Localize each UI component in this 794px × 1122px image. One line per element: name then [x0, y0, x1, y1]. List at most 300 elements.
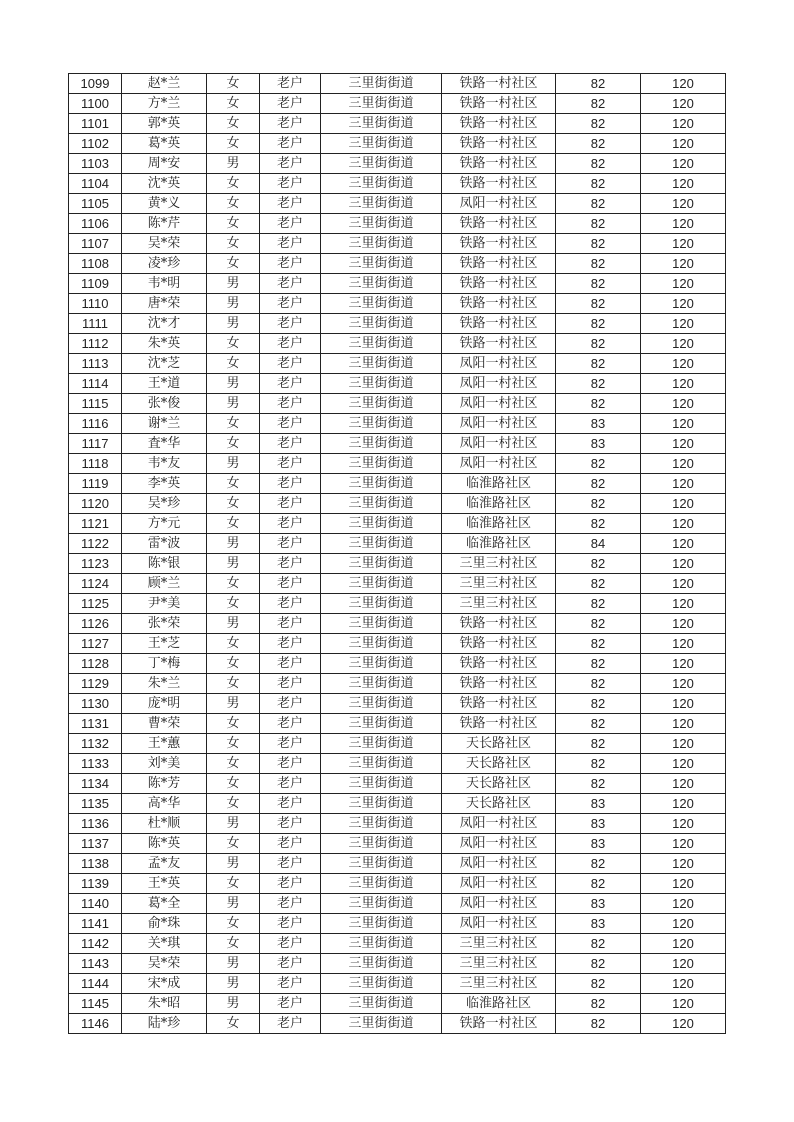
cell-community: 铁路一村社区 [442, 134, 556, 154]
cell-name: 韦*友 [122, 454, 207, 474]
cell-gender: 女 [207, 474, 260, 494]
cell-gender: 女 [207, 714, 260, 734]
cell-name: 吴*珍 [122, 494, 207, 514]
table-row [69, 714, 726, 734]
cell-age: 82 [556, 214, 641, 234]
cell-community: 铁路一村社区 [442, 334, 556, 354]
cell-street: 三里街街道 [321, 474, 442, 494]
cell-street: 三里街街道 [321, 174, 442, 194]
cell-community: 天长路社区 [442, 794, 556, 814]
cell-gender: 男 [207, 994, 260, 1014]
cell-name: 赵*兰 [122, 74, 207, 94]
cell-row-number: 1101 [69, 114, 122, 134]
cell-street: 三里街街道 [321, 414, 442, 434]
cell-gender: 女 [207, 134, 260, 154]
cell-amount: 120 [641, 674, 726, 694]
cell-gender: 女 [207, 74, 260, 94]
cell-household-type: 老户 [260, 894, 321, 914]
cell-community: 凤阳一村社区 [442, 434, 556, 454]
cell-community: 天长路社区 [442, 774, 556, 794]
cell-age: 82 [556, 634, 641, 654]
cell-amount: 120 [641, 994, 726, 1014]
cell-amount: 120 [641, 454, 726, 474]
cell-name: 唐*荣 [122, 294, 207, 314]
cell-age: 82 [556, 294, 641, 314]
cell-gender: 女 [207, 174, 260, 194]
cell-amount: 120 [641, 894, 726, 914]
cell-household-type: 老户 [260, 554, 321, 574]
table-row [69, 314, 726, 334]
cell-gender: 女 [207, 414, 260, 434]
cell-name: 王*道 [122, 374, 207, 394]
cell-gender: 女 [207, 674, 260, 694]
cell-community: 临淮路社区 [442, 494, 556, 514]
table-row [69, 134, 726, 154]
cell-amount: 120 [641, 934, 726, 954]
table-row [69, 454, 726, 474]
cell-row-number: 1112 [69, 334, 122, 354]
cell-household-type: 老户 [260, 954, 321, 974]
cell-amount: 120 [641, 734, 726, 754]
cell-age: 82 [556, 174, 641, 194]
cell-community: 铁路一村社区 [442, 614, 556, 634]
cell-community: 凤阳一村社区 [442, 194, 556, 214]
cell-community: 铁路一村社区 [442, 234, 556, 254]
cell-amount: 120 [641, 354, 726, 374]
cell-household-type: 老户 [260, 174, 321, 194]
cell-gender: 女 [207, 194, 260, 214]
cell-name: 陈*芳 [122, 774, 207, 794]
cell-name: 刘*美 [122, 754, 207, 774]
cell-household-type: 老户 [260, 494, 321, 514]
cell-row-number: 1114 [69, 374, 122, 394]
cell-name: 朱*兰 [122, 674, 207, 694]
cell-community: 天长路社区 [442, 734, 556, 754]
cell-street: 三里街街道 [321, 374, 442, 394]
cell-age: 82 [556, 274, 641, 294]
cell-street: 三里街街道 [321, 434, 442, 454]
cell-row-number: 1128 [69, 654, 122, 674]
table-row [69, 294, 726, 314]
cell-street: 三里街街道 [321, 354, 442, 374]
cell-gender: 女 [207, 334, 260, 354]
cell-street: 三里街街道 [321, 714, 442, 734]
cell-gender: 女 [207, 914, 260, 934]
cell-household-type: 老户 [260, 1014, 321, 1034]
cell-row-number: 1120 [69, 494, 122, 514]
cell-age: 82 [556, 674, 641, 694]
cell-gender: 女 [207, 434, 260, 454]
cell-name: 丁*梅 [122, 654, 207, 674]
cell-community: 天长路社区 [442, 754, 556, 774]
cell-amount: 120 [641, 974, 726, 994]
table-body [69, 74, 726, 1034]
cell-household-type: 老户 [260, 694, 321, 714]
cell-household-type: 老户 [260, 634, 321, 654]
cell-age: 82 [556, 694, 641, 714]
cell-amount: 120 [641, 274, 726, 294]
cell-street: 三里街街道 [321, 514, 442, 534]
table-row [69, 174, 726, 194]
cell-household-type: 老户 [260, 194, 321, 214]
cell-community: 铁路一村社区 [442, 714, 556, 734]
cell-age: 82 [556, 94, 641, 114]
cell-row-number: 1133 [69, 754, 122, 774]
cell-street: 三里街街道 [321, 954, 442, 974]
cell-community: 凤阳一村社区 [442, 374, 556, 394]
cell-row-number: 1132 [69, 734, 122, 754]
cell-row-number: 1110 [69, 294, 122, 314]
table-row [69, 354, 726, 374]
cell-amount: 120 [641, 94, 726, 114]
cell-age: 83 [556, 434, 641, 454]
table-row [69, 414, 726, 434]
cell-amount: 120 [641, 254, 726, 274]
cell-street: 三里街街道 [321, 214, 442, 234]
cell-amount: 120 [641, 294, 726, 314]
cell-street: 三里街街道 [321, 974, 442, 994]
cell-row-number: 1142 [69, 934, 122, 954]
cell-age: 82 [556, 514, 641, 534]
cell-row-number: 1136 [69, 814, 122, 834]
cell-household-type: 老户 [260, 974, 321, 994]
cell-amount: 120 [641, 714, 726, 734]
table-row [69, 874, 726, 894]
cell-gender: 女 [207, 214, 260, 234]
cell-name: 关*琪 [122, 934, 207, 954]
cell-name: 沈*才 [122, 314, 207, 334]
cell-gender: 男 [207, 274, 260, 294]
cell-household-type: 老户 [260, 814, 321, 834]
cell-gender: 男 [207, 974, 260, 994]
cell-community: 临淮路社区 [442, 474, 556, 494]
cell-name: 方*兰 [122, 94, 207, 114]
cell-age: 82 [556, 194, 641, 214]
cell-gender: 女 [207, 234, 260, 254]
table-row [69, 894, 726, 914]
cell-gender: 男 [207, 534, 260, 554]
cell-community: 三里三村社区 [442, 554, 556, 574]
table-row [69, 594, 726, 614]
cell-name: 韦*明 [122, 274, 207, 294]
table-row [69, 114, 726, 134]
cell-name: 陆*珍 [122, 1014, 207, 1034]
cell-age: 82 [556, 614, 641, 634]
cell-amount: 120 [641, 834, 726, 854]
table-row [69, 94, 726, 114]
cell-street: 三里街街道 [321, 854, 442, 874]
cell-age: 82 [556, 374, 641, 394]
cell-row-number: 1116 [69, 414, 122, 434]
cell-age: 82 [556, 74, 641, 94]
cell-amount: 120 [641, 1014, 726, 1034]
cell-amount: 120 [641, 334, 726, 354]
cell-community: 三里三村社区 [442, 974, 556, 994]
cell-age: 82 [556, 334, 641, 354]
cell-household-type: 老户 [260, 874, 321, 894]
cell-age: 82 [556, 874, 641, 894]
cell-community: 临淮路社区 [442, 534, 556, 554]
cell-row-number: 1129 [69, 674, 122, 694]
cell-age: 82 [556, 954, 641, 974]
cell-amount: 120 [641, 614, 726, 634]
cell-age: 82 [556, 354, 641, 374]
cell-age: 82 [556, 254, 641, 274]
cell-community: 凤阳一村社区 [442, 814, 556, 834]
cell-age: 83 [556, 794, 641, 814]
cell-street: 三里街街道 [321, 674, 442, 694]
cell-community: 铁路一村社区 [442, 314, 556, 334]
cell-age: 83 [556, 414, 641, 434]
cell-household-type: 老户 [260, 414, 321, 434]
cell-gender: 女 [207, 354, 260, 374]
cell-amount: 120 [641, 854, 726, 874]
cell-street: 三里街街道 [321, 134, 442, 154]
cell-street: 三里街街道 [321, 454, 442, 474]
table-row [69, 774, 726, 794]
cell-name: 朱*英 [122, 334, 207, 354]
cell-street: 三里街街道 [321, 114, 442, 134]
cell-community: 三里三村社区 [442, 574, 556, 594]
cell-street: 三里街街道 [321, 634, 442, 654]
cell-household-type: 老户 [260, 334, 321, 354]
cell-amount: 120 [641, 194, 726, 214]
cell-amount: 120 [641, 534, 726, 554]
cell-gender: 男 [207, 374, 260, 394]
cell-household-type: 老户 [260, 714, 321, 734]
cell-gender: 男 [207, 954, 260, 974]
cell-gender: 男 [207, 394, 260, 414]
cell-community: 凤阳一村社区 [442, 354, 556, 374]
cell-household-type: 老户 [260, 654, 321, 674]
cell-street: 三里街街道 [321, 254, 442, 274]
cell-street: 三里街街道 [321, 994, 442, 1014]
cell-name: 杜*顺 [122, 814, 207, 834]
cell-name: 陈*银 [122, 554, 207, 574]
cell-row-number: 1118 [69, 454, 122, 474]
cell-amount: 120 [641, 914, 726, 934]
cell-age: 82 [556, 654, 641, 674]
cell-row-number: 1117 [69, 434, 122, 454]
cell-street: 三里街街道 [321, 894, 442, 914]
cell-street: 三里街街道 [321, 754, 442, 774]
cell-street: 三里街街道 [321, 834, 442, 854]
table-row [69, 234, 726, 254]
cell-name: 俞*珠 [122, 914, 207, 934]
cell-household-type: 老户 [260, 674, 321, 694]
cell-household-type: 老户 [260, 394, 321, 414]
cell-name: 陈*芹 [122, 214, 207, 234]
cell-name: 尹*美 [122, 594, 207, 614]
cell-name: 张*俊 [122, 394, 207, 414]
cell-gender: 男 [207, 694, 260, 714]
cell-gender: 男 [207, 294, 260, 314]
table-row [69, 514, 726, 534]
cell-row-number: 1105 [69, 194, 122, 214]
cell-row-number: 1125 [69, 594, 122, 614]
cell-gender: 女 [207, 254, 260, 274]
cell-row-number: 1124 [69, 574, 122, 594]
cell-age: 82 [556, 394, 641, 414]
cell-street: 三里街街道 [321, 554, 442, 574]
cell-gender: 女 [207, 594, 260, 614]
cell-household-type: 老户 [260, 914, 321, 934]
cell-row-number: 1131 [69, 714, 122, 734]
cell-name: 沈*英 [122, 174, 207, 194]
cell-community: 临淮路社区 [442, 994, 556, 1014]
cell-household-type: 老户 [260, 294, 321, 314]
cell-gender: 女 [207, 94, 260, 114]
table-row [69, 494, 726, 514]
table-row [69, 834, 726, 854]
cell-age: 83 [556, 914, 641, 934]
cell-household-type: 老户 [260, 534, 321, 554]
cell-community: 铁路一村社区 [442, 634, 556, 654]
cell-age: 82 [556, 714, 641, 734]
cell-community: 凤阳一村社区 [442, 874, 556, 894]
cell-street: 三里街街道 [321, 494, 442, 514]
cell-row-number: 1109 [69, 274, 122, 294]
cell-gender: 女 [207, 634, 260, 654]
cell-community: 铁路一村社区 [442, 154, 556, 174]
cell-age: 82 [556, 854, 641, 874]
cell-amount: 120 [641, 314, 726, 334]
cell-community: 铁路一村社区 [442, 74, 556, 94]
cell-row-number: 1107 [69, 234, 122, 254]
cell-community: 铁路一村社区 [442, 94, 556, 114]
cell-row-number: 1140 [69, 894, 122, 914]
table-row [69, 1014, 726, 1034]
cell-community: 凤阳一村社区 [442, 454, 556, 474]
cell-row-number: 1146 [69, 1014, 122, 1034]
table-row [69, 374, 726, 394]
cell-street: 三里街街道 [321, 394, 442, 414]
cell-household-type: 老户 [260, 994, 321, 1014]
cell-row-number: 1144 [69, 974, 122, 994]
cell-gender: 男 [207, 154, 260, 174]
cell-household-type: 老户 [260, 434, 321, 454]
cell-age: 82 [556, 934, 641, 954]
cell-gender: 男 [207, 554, 260, 574]
cell-age: 82 [556, 574, 641, 594]
cell-gender: 男 [207, 814, 260, 834]
cell-household-type: 老户 [260, 374, 321, 394]
cell-amount: 120 [641, 494, 726, 514]
cell-row-number: 1145 [69, 994, 122, 1014]
cell-row-number: 1121 [69, 514, 122, 534]
cell-amount: 120 [641, 474, 726, 494]
cell-gender: 女 [207, 874, 260, 894]
cell-amount: 120 [641, 574, 726, 594]
records-table [68, 73, 726, 1034]
cell-gender: 女 [207, 494, 260, 514]
cell-amount: 120 [641, 794, 726, 814]
table-row [69, 334, 726, 354]
cell-gender: 男 [207, 454, 260, 474]
cell-name: 周*安 [122, 154, 207, 174]
table-row [69, 474, 726, 494]
cell-gender: 男 [207, 854, 260, 874]
cell-household-type: 老户 [260, 794, 321, 814]
cell-gender: 女 [207, 654, 260, 674]
cell-gender: 女 [207, 794, 260, 814]
cell-amount: 120 [641, 654, 726, 674]
cell-community: 铁路一村社区 [442, 274, 556, 294]
cell-street: 三里街街道 [321, 874, 442, 894]
cell-amount: 120 [641, 754, 726, 774]
cell-row-number: 1104 [69, 174, 122, 194]
table-row [69, 394, 726, 414]
cell-amount: 120 [641, 234, 726, 254]
cell-amount: 120 [641, 74, 726, 94]
cell-street: 三里街街道 [321, 1014, 442, 1034]
cell-age: 82 [556, 234, 641, 254]
cell-community: 凤阳一村社区 [442, 394, 556, 414]
table-row [69, 574, 726, 594]
cell-street: 三里街街道 [321, 914, 442, 934]
cell-community: 铁路一村社区 [442, 294, 556, 314]
cell-row-number: 1141 [69, 914, 122, 934]
cell-amount: 120 [641, 874, 726, 894]
table-row [69, 994, 726, 1014]
cell-name: 王*英 [122, 874, 207, 894]
cell-street: 三里街街道 [321, 314, 442, 334]
cell-amount: 120 [641, 634, 726, 654]
cell-street: 三里街街道 [321, 794, 442, 814]
cell-gender: 女 [207, 114, 260, 134]
cell-row-number: 1113 [69, 354, 122, 374]
cell-household-type: 老户 [260, 934, 321, 954]
table-row [69, 654, 726, 674]
cell-gender: 女 [207, 574, 260, 594]
cell-name: 雷*波 [122, 534, 207, 554]
cell-row-number: 1115 [69, 394, 122, 414]
cell-row-number: 1130 [69, 694, 122, 714]
cell-amount: 120 [641, 154, 726, 174]
table-row [69, 954, 726, 974]
cell-age: 82 [556, 454, 641, 474]
cell-name: 方*元 [122, 514, 207, 534]
cell-community: 铁路一村社区 [442, 174, 556, 194]
cell-gender: 男 [207, 614, 260, 634]
cell-amount: 120 [641, 954, 726, 974]
table-row [69, 814, 726, 834]
cell-community: 三里三村社区 [442, 594, 556, 614]
cell-age: 82 [556, 474, 641, 494]
table-row [69, 734, 726, 754]
cell-community: 凤阳一村社区 [442, 914, 556, 934]
cell-street: 三里街街道 [321, 614, 442, 634]
table-row [69, 274, 726, 294]
cell-community: 凤阳一村社区 [442, 894, 556, 914]
cell-row-number: 1123 [69, 554, 122, 574]
cell-name: 谢*兰 [122, 414, 207, 434]
cell-amount: 120 [641, 174, 726, 194]
cell-household-type: 老户 [260, 834, 321, 854]
cell-household-type: 老户 [260, 474, 321, 494]
cell-community: 铁路一村社区 [442, 694, 556, 714]
cell-row-number: 1127 [69, 634, 122, 654]
cell-age: 83 [556, 894, 641, 914]
cell-gender: 男 [207, 314, 260, 334]
cell-household-type: 老户 [260, 354, 321, 374]
cell-gender: 女 [207, 1014, 260, 1034]
cell-name: 李*英 [122, 474, 207, 494]
cell-amount: 120 [641, 594, 726, 614]
cell-household-type: 老户 [260, 454, 321, 474]
cell-household-type: 老户 [260, 214, 321, 234]
cell-household-type: 老户 [260, 614, 321, 634]
